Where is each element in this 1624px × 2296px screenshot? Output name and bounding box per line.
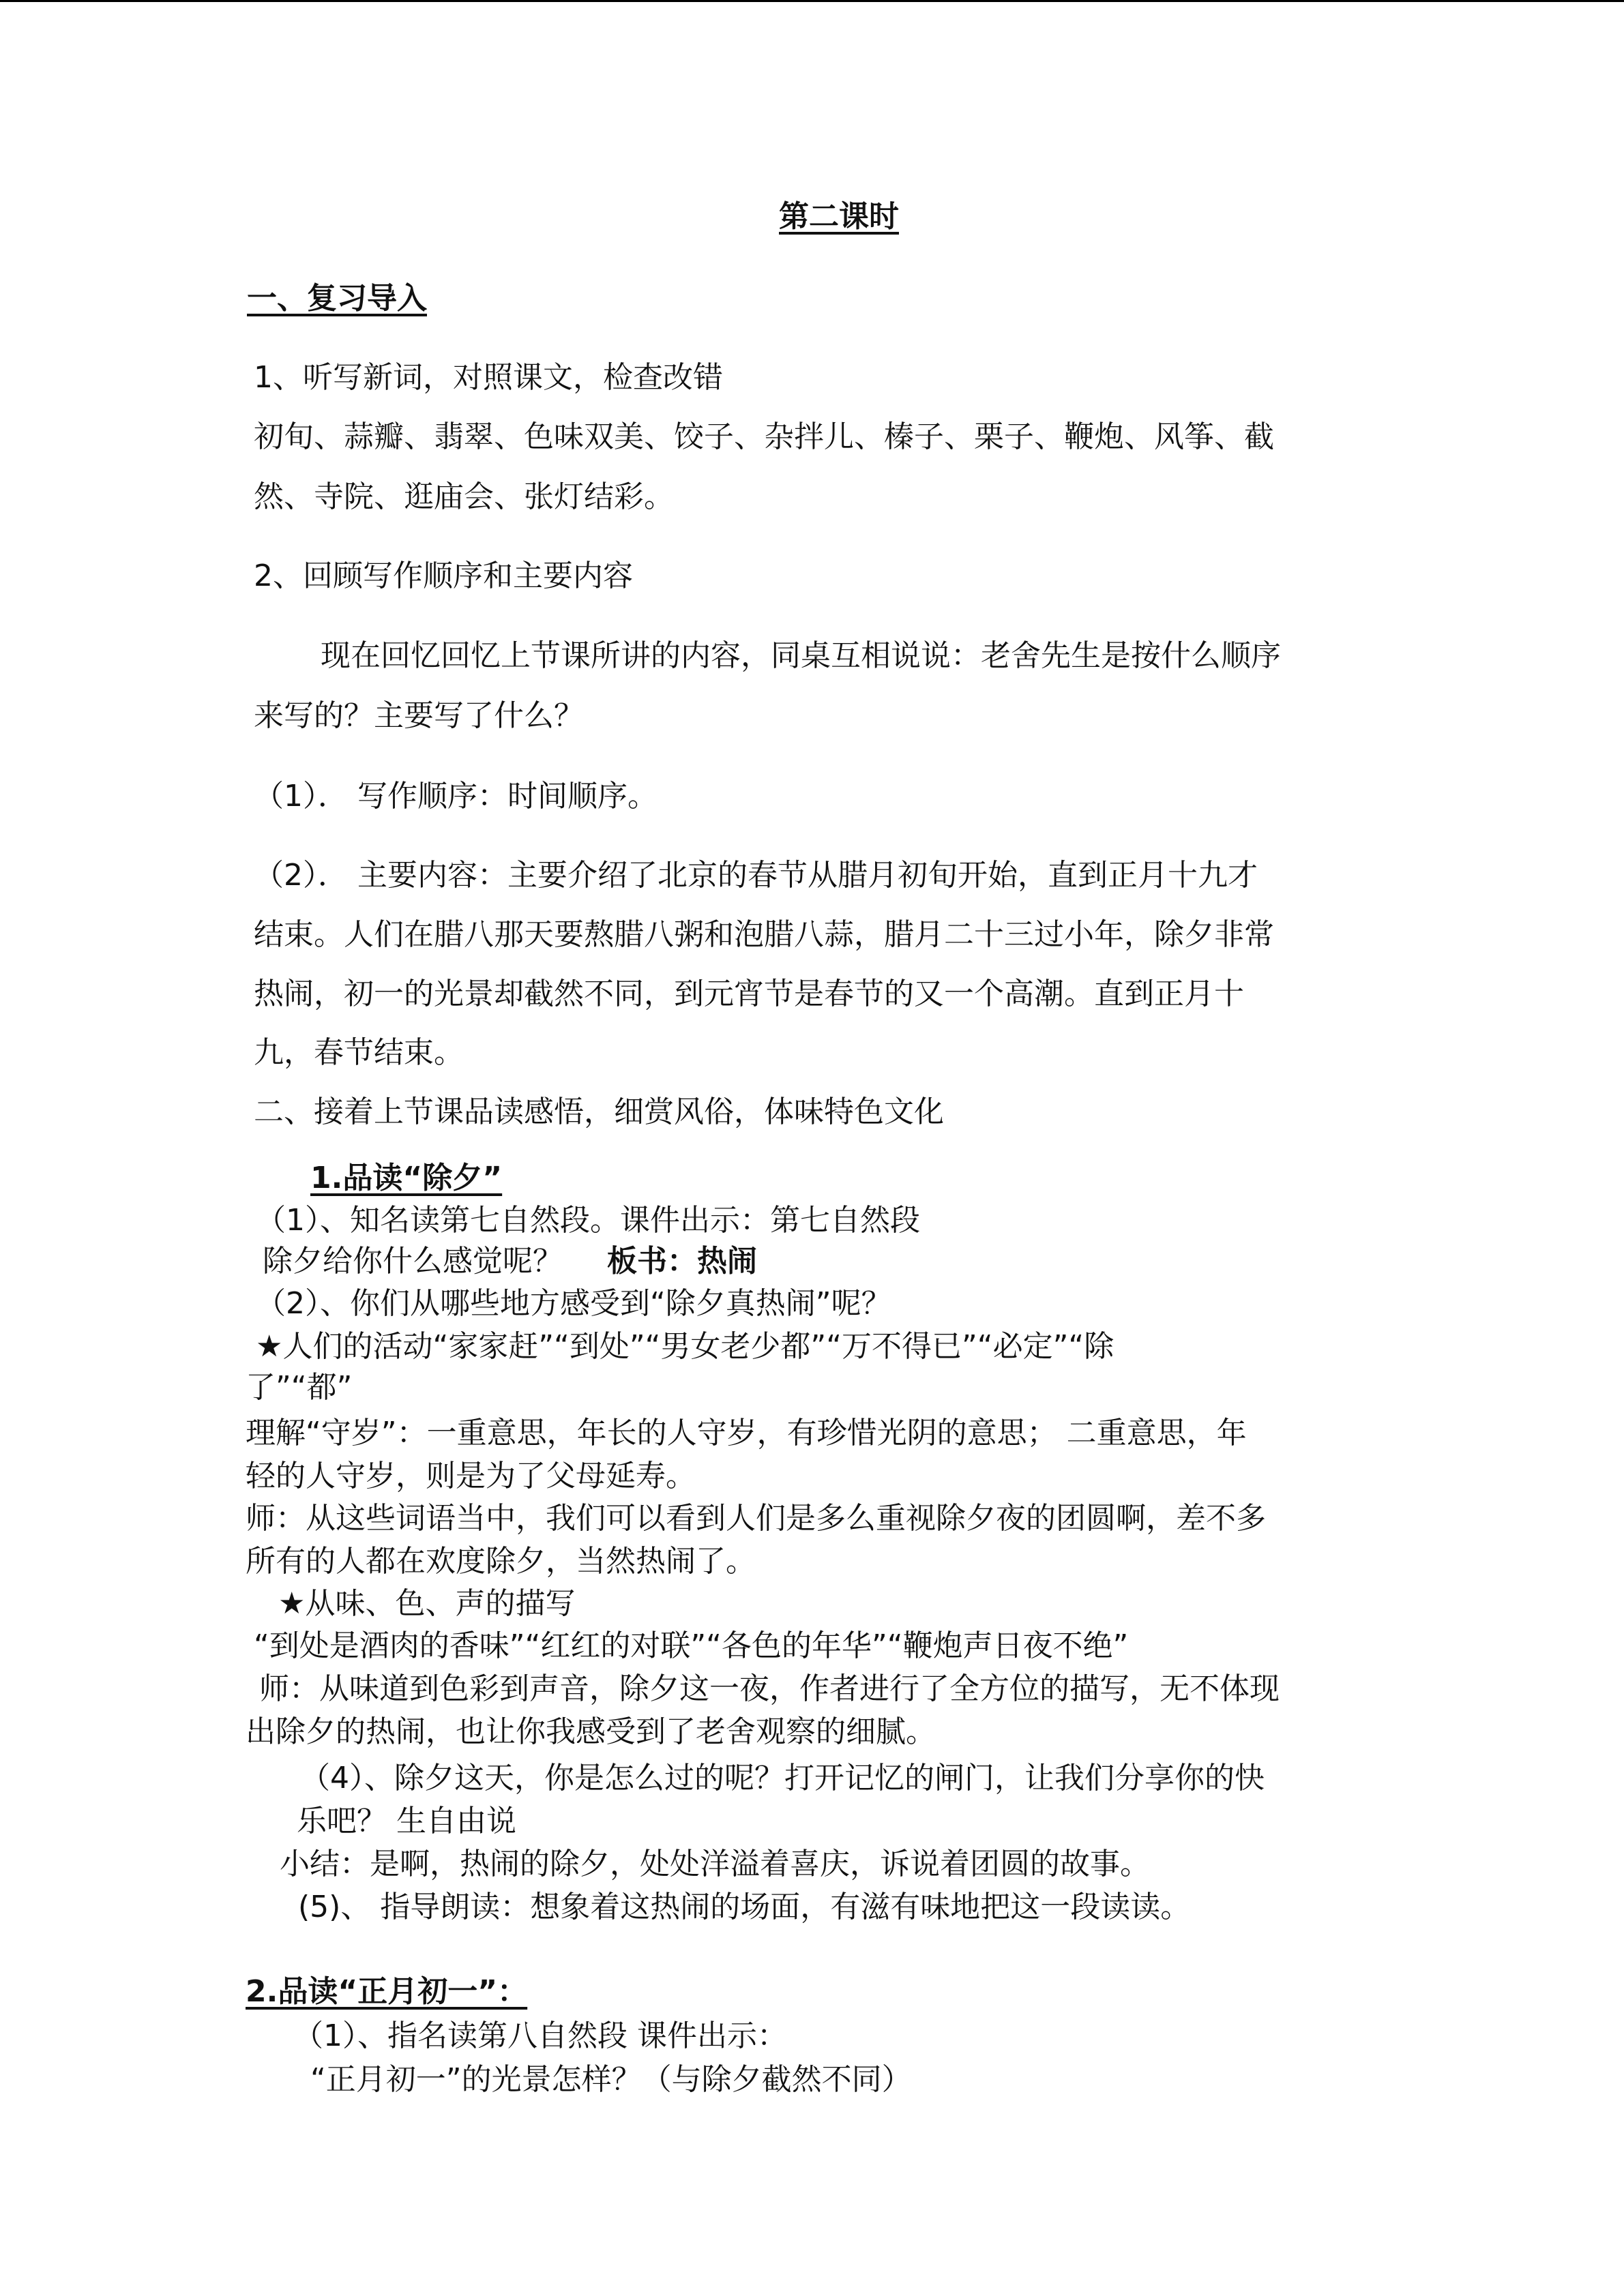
text-line: 1、听写新词，对照课文，检查改错: [254, 360, 723, 395]
text-line: 乐吧？ 生自由说: [297, 1804, 516, 1838]
text-line: （4）、除夕这天，你是怎么过的呢？打开记忆的闸门，让我们分享你的快: [300, 1761, 1265, 1795]
text-line: 结束。人们在腊八那天要熬腊八粥和泡腊八蒜，腊月二十三过小年，除夕非常: [254, 917, 1274, 952]
text-line: 除夕给你什么感觉呢？: [263, 1244, 563, 1279]
board-writing: 板书：热闹: [607, 1244, 757, 1279]
text-line: （1）． 写作顺序：时间顺序。: [254, 779, 658, 814]
text-line: 轻的人守岁，则是为了父母延寿。: [246, 1459, 696, 1493]
text-line: “到处是酒肉的香味”“红红的对联”“各色的年华”“鞭炮声日夜不绝”: [254, 1628, 1129, 1663]
page-top-border: [0, 0, 1624, 2]
text-line: “正月初一”的光景怎样？（与除夕截然不同）: [310, 2062, 912, 2097]
page-title: 第二课时: [779, 199, 899, 234]
section-heading-appreciation: 二、接着上节课品读感悟，细赏风俗，体味特色文化: [254, 1094, 944, 1129]
text-line: 理解“守岁”：一重意思，年长的人守岁，有珍惜光阴的意思； 二重意思，年: [246, 1416, 1247, 1450]
text-line: 2、回顾写作顺序和主要内容: [254, 558, 633, 593]
text-line: 热闹，初一的光景却截然不同，到元宵节是春节的又一个高潮。直到正月十: [254, 976, 1244, 1011]
text-line: ★从味、色、声的描写: [278, 1586, 576, 1621]
text-line: 师：从味道到色彩到声音，除夕这一夜，作者进行了全方位的描写，无不体现: [259, 1671, 1280, 1706]
text-line: （1）、知名读第七自然段。课件出示：第七自然段: [256, 1203, 920, 1238]
text-line: 所有的人都在欢度除夕，当然热闹了。: [246, 1544, 756, 1579]
text-line: 了”“都”: [246, 1370, 353, 1405]
text-line: （2）、你们从哪些地方感受到“除夕真热闹”呢？: [256, 1286, 891, 1321]
text-line: ★人们的活动“家家赶”“到处”“男女老少都”“万不得已”“必定”“除: [256, 1329, 1114, 1364]
text-line: 来写的？主要写了什么？: [254, 698, 584, 733]
text-line: 初旬、蒜瓣、翡翠、色味双美、饺子、杂拌儿、榛子、栗子、鞭炮、风筝、截: [254, 419, 1274, 454]
text-line: 小结：是啊，热闹的除夕，处处洋溢着喜庆，诉说着团圆的故事。: [280, 1847, 1150, 1881]
text-line: 然、寺院、逛庙会、张灯结彩。: [254, 479, 674, 514]
text-line: 九，春节结束。: [254, 1035, 464, 1070]
subheading-zhengyue-chuyi: 2.品读“正月初一”：: [246, 1974, 528, 2009]
text-line: 出除夕的热闹，也让你我感受到了老舍观察的细腻。: [246, 1714, 936, 1749]
text-line: （2）． 主要内容：主要介绍了北京的春节从腊月初旬开始，直到正月十九才: [254, 858, 1258, 893]
section-heading-review: 一、复习导入: [247, 281, 427, 316]
text-line: 现在回忆回忆上节课所讲的内容，同桌互相说说：老舍先生是按什么顺序: [321, 638, 1281, 673]
text-line: （1）、指名读第八自然段 课件出示：: [293, 2018, 787, 2053]
text-line: 师：从这些词语当中，我们可以看到人们是多么重视除夕夜的团圆啊，差不多: [246, 1501, 1266, 1536]
text-line: (5)、 指导朗读：想象着这热闹的场面，有滋有味地把这一段读读。: [298, 1890, 1191, 1924]
subheading-chuxi: 1.品读“除夕”: [310, 1161, 503, 1195]
